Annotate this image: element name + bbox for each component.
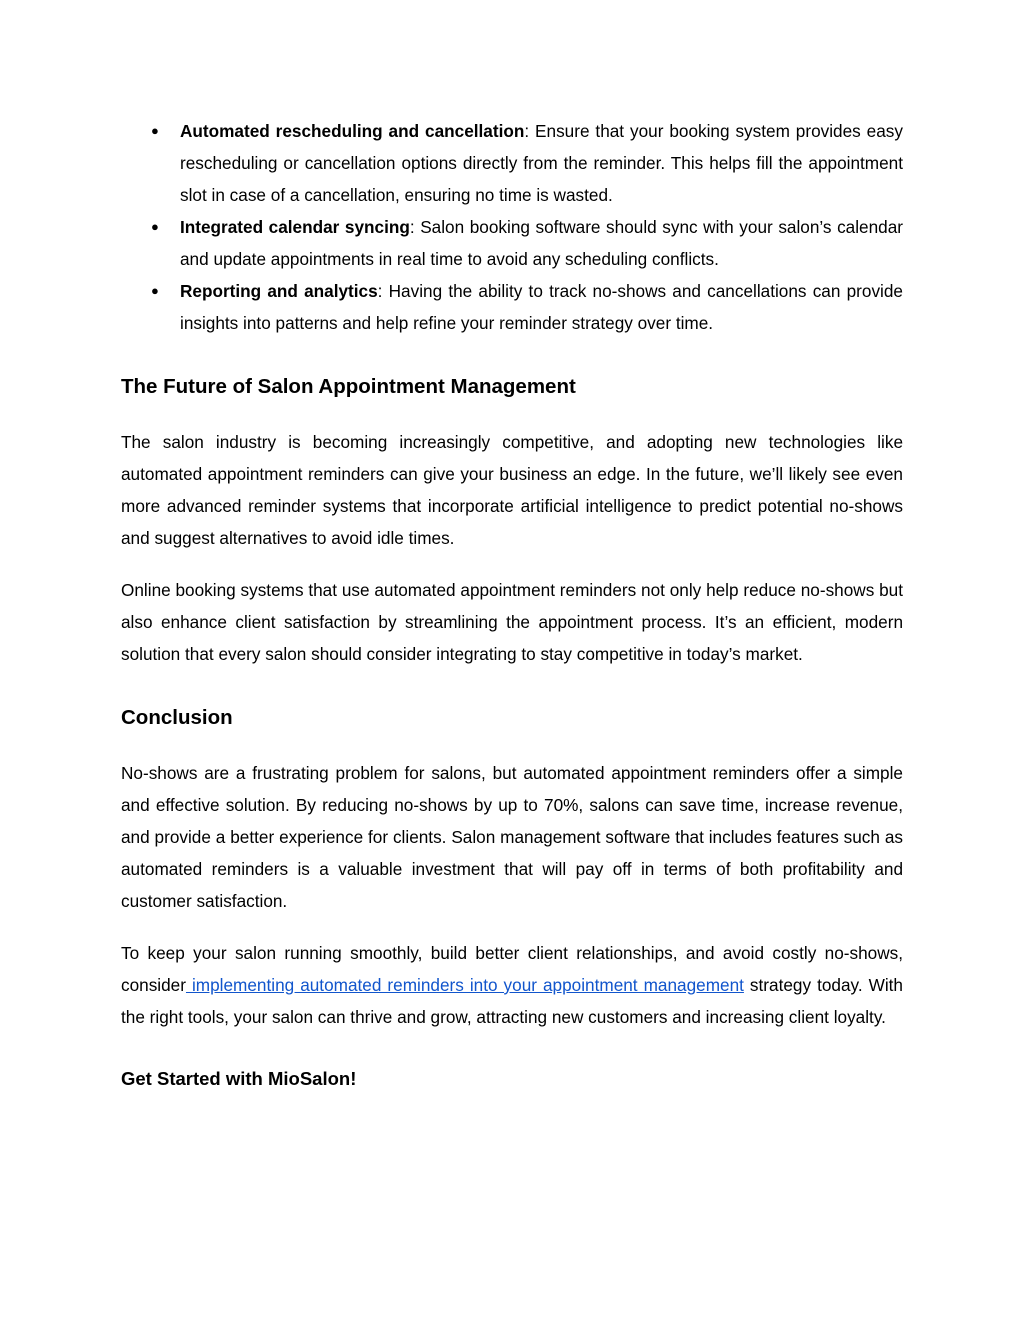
- list-item: [121, 115, 903, 211]
- bullet-term: Reporting and analytics: [180, 281, 378, 301]
- conclusion-heading: Conclusion: [121, 706, 233, 729]
- bullet-text: : Salon booking software should sync with your salon’s calendar and update appointments in real time to avoid any scheduling conflicts.: [180, 217, 904, 269]
- feature-list: [121, 115, 903, 339]
- bullet-icon: ●: [151, 123, 159, 138]
- bullet-icon: ●: [151, 219, 159, 234]
- bullet-term: Automated rescheduling and cancellation: [180, 121, 525, 141]
- appointment-management-link[interactable]: implementing automated reminders into your appointment management: [185, 975, 744, 995]
- list-item: [121, 275, 903, 339]
- get-started-heading: Get Started with MioSalon!: [121, 1068, 357, 1089]
- list-item: [121, 211, 903, 275]
- bullet-text: : Ensure that your booking system provides easy rescheduling or cancellation options directly from the reminder. This helps fill the appointment slot in case of a cancellation, ensuring no time is wasted.: [180, 121, 903, 205]
- bullet-text: : Having the ability to track no-shows and cancellations can provide insights into patterns and help refine your reminder strategy over time.: [180, 281, 903, 333]
- document-page: [121, 115, 903, 1093]
- conclusion-paragraph-2: [121, 937, 903, 1033]
- bullet-icon: ●: [151, 283, 159, 298]
- conclusion-paragraph-1: No-shows are a frustrating problem for salons, but automated appointment reminders offer a simple and effective solution. By reducing no-shows by up to 70%, salons can save time, increase revenue, and provide a better experience for clients. Salon management software that includes features such as automated reminders is a valuable investment that will pay off in terms of both profitability and customer satisfaction.: [121, 763, 903, 911]
- future-paragraph-1: The salon industry is becoming increasingly competitive, and adopting new technologies like automated appointment reminders can give your business an edge. In the future, we’ll likely see even more advanced reminder systems that incorporate artificial intelligence to predict potential no-shows and suggest alternatives to avoid idle times.: [121, 432, 903, 548]
- future-heading: The Future of Salon Appointment Management: [121, 375, 576, 398]
- conclusion-text-before-link: To keep your salon running smoothly, build better client relationships, and avoid costly no-shows, consider: [121, 943, 903, 995]
- bullet-term: Integrated calendar syncing: [180, 217, 410, 237]
- conclusion-text-after-link: strategy today. With the right tools, your salon can thrive and grow, attracting new customers and increasing client loyalty.: [121, 975, 903, 1027]
- future-paragraph-2: Online booking systems that use automated appointment reminders not only help reduce no-shows but also enhance client satisfaction by streamlining the appointment process. It’s an efficient, modern solution that every salon should consider integrating to stay competitive in today’s market.: [121, 580, 903, 664]
